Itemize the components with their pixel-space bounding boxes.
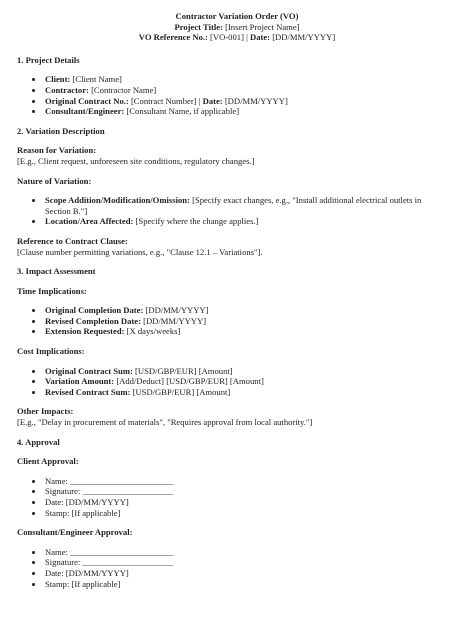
cost-list — [17, 366, 457, 398]
list-item: Name: ________________________ — [45, 476, 457, 487]
clause-value: [Clause number permitting variations, e.g., "Clause 12.1 – Variations"]. — [17, 246, 263, 257]
nature-list — [17, 195, 457, 227]
contract-date-label: Date: — [202, 95, 223, 106]
vo-date-value: [DD/MM/YYYY] — [272, 32, 336, 43]
extension-label: Extension Requested: — [45, 326, 125, 337]
list-item — [45, 326, 457, 337]
consultant-approval-label: Consultant/Engineer Approval: — [17, 527, 133, 538]
list-item — [45, 74, 457, 85]
revised-completion-value: [DD/MM/YYYY] — [143, 315, 207, 326]
project-details-list — [17, 74, 457, 116]
list-item — [45, 96, 457, 107]
revised-sum-value: [USD/GBP/EUR] [Amount] — [132, 386, 231, 397]
vo-date-label: Date: — [249, 32, 271, 43]
variation-amount-label: Variation Amount: — [45, 376, 115, 387]
client-approval-list — [17, 476, 457, 518]
time-list — [17, 305, 457, 337]
revised-completion-label: Revised Completion Date: — [45, 315, 141, 326]
original-completion-label: Original Completion Date: — [45, 305, 144, 316]
client-label: Client: — [45, 74, 71, 85]
document-title: Contractor Variation Order (VO) — [175, 11, 299, 21]
original-contract-no-label: Original Contract No.: — [45, 95, 129, 106]
list-item — [45, 305, 457, 316]
list-item — [45, 316, 457, 327]
client-value: [Client Name] — [72, 74, 122, 85]
list-item: Stamp: [If applicable] — [45, 508, 457, 519]
list-item: Stamp: [If applicable] — [45, 579, 457, 590]
extension-value: [X days/weeks] — [126, 326, 181, 337]
project-title-label: Project Title: — [174, 21, 223, 32]
consultant-label: Consultant/Engineer: — [45, 106, 125, 117]
document-header — [17, 11, 457, 43]
project-title-value: [Insert Project Name] — [225, 21, 300, 32]
list-item — [45, 366, 457, 377]
original-contract-no-value: [Contract Number] — [130, 95, 197, 106]
original-sum-value: [USD/GBP/EUR] [Amount] — [135, 365, 233, 376]
list-item — [45, 85, 457, 96]
other-impacts-label: Other Impacts: — [17, 406, 74, 417]
list-item — [45, 387, 457, 398]
contractor-label: Contractor: — [45, 84, 89, 95]
list-item — [45, 195, 457, 216]
location-label: Location/Area Affected: — [45, 216, 134, 227]
list-item — [45, 376, 457, 387]
vo-reference-line — [17, 32, 457, 43]
consultant-approval-list — [17, 547, 457, 589]
consultant-value: [Consultant Name, if applicable] — [126, 106, 240, 117]
cost-implications-label: Cost Implications: — [17, 346, 85, 357]
other-impacts-value: [E.g., "Delay in procurement of materials", "Requires approval from local authority."] — [17, 417, 313, 428]
original-completion-value: [DD/MM/YYYY] — [145, 305, 209, 316]
client-approval-label: Client Approval: — [17, 456, 79, 467]
reason-label: Reason for Variation: — [17, 145, 97, 156]
scope-value: [Specify exact changes, e.g., "Install additional electrical outlets in Section B."] — [45, 195, 422, 216]
original-sum-label: Original Contract Sum: — [45, 365, 133, 376]
variation-amount-value: [Add/Deduct] [USD/GBP/EUR] [Amount] — [116, 376, 264, 387]
vo-ref-value: [VO-001] — [210, 32, 244, 43]
list-item: Date: [DD/MM/YYYY] — [45, 568, 457, 579]
reason-value: [E.g., Client request, unforeseen site conditions, regulatory changes.] — [17, 155, 255, 166]
contract-date-value: [DD/MM/YYYY] — [224, 95, 288, 106]
project-title-line — [17, 22, 457, 33]
list-item — [45, 106, 457, 117]
separator: | — [246, 32, 248, 43]
section-heading-approval: 4. Approval — [17, 436, 60, 447]
section-heading-project-details: 1. Project Details — [17, 54, 80, 65]
scope-label: Scope Addition/Modification/Omission: — [45, 195, 190, 206]
section-heading-impact-assessment: 3. Impact Assessment — [17, 266, 96, 277]
section-heading-variation-description: 2. Variation Description — [17, 125, 105, 136]
separator: | — [198, 95, 201, 106]
location-value: [Specify where the change applies.] — [135, 216, 259, 227]
contractor-value: [Contractor Name] — [91, 84, 157, 95]
list-item: Signature: _____________________ — [45, 486, 457, 497]
list-item: Date: [DD/MM/YYYY] — [45, 497, 457, 508]
list-item: Signature: _____________________ — [45, 557, 457, 568]
nature-label: Nature of Variation: — [17, 175, 92, 186]
revised-sum-label: Revised Contract Sum: — [45, 386, 131, 397]
time-implications-label: Time Implications: — [17, 285, 87, 296]
vo-ref-label: VO Reference No.: — [138, 32, 208, 43]
list-item: Name: ________________________ — [45, 547, 457, 558]
clause-label: Reference to Contract Clause: — [17, 235, 128, 246]
list-item — [45, 216, 457, 227]
